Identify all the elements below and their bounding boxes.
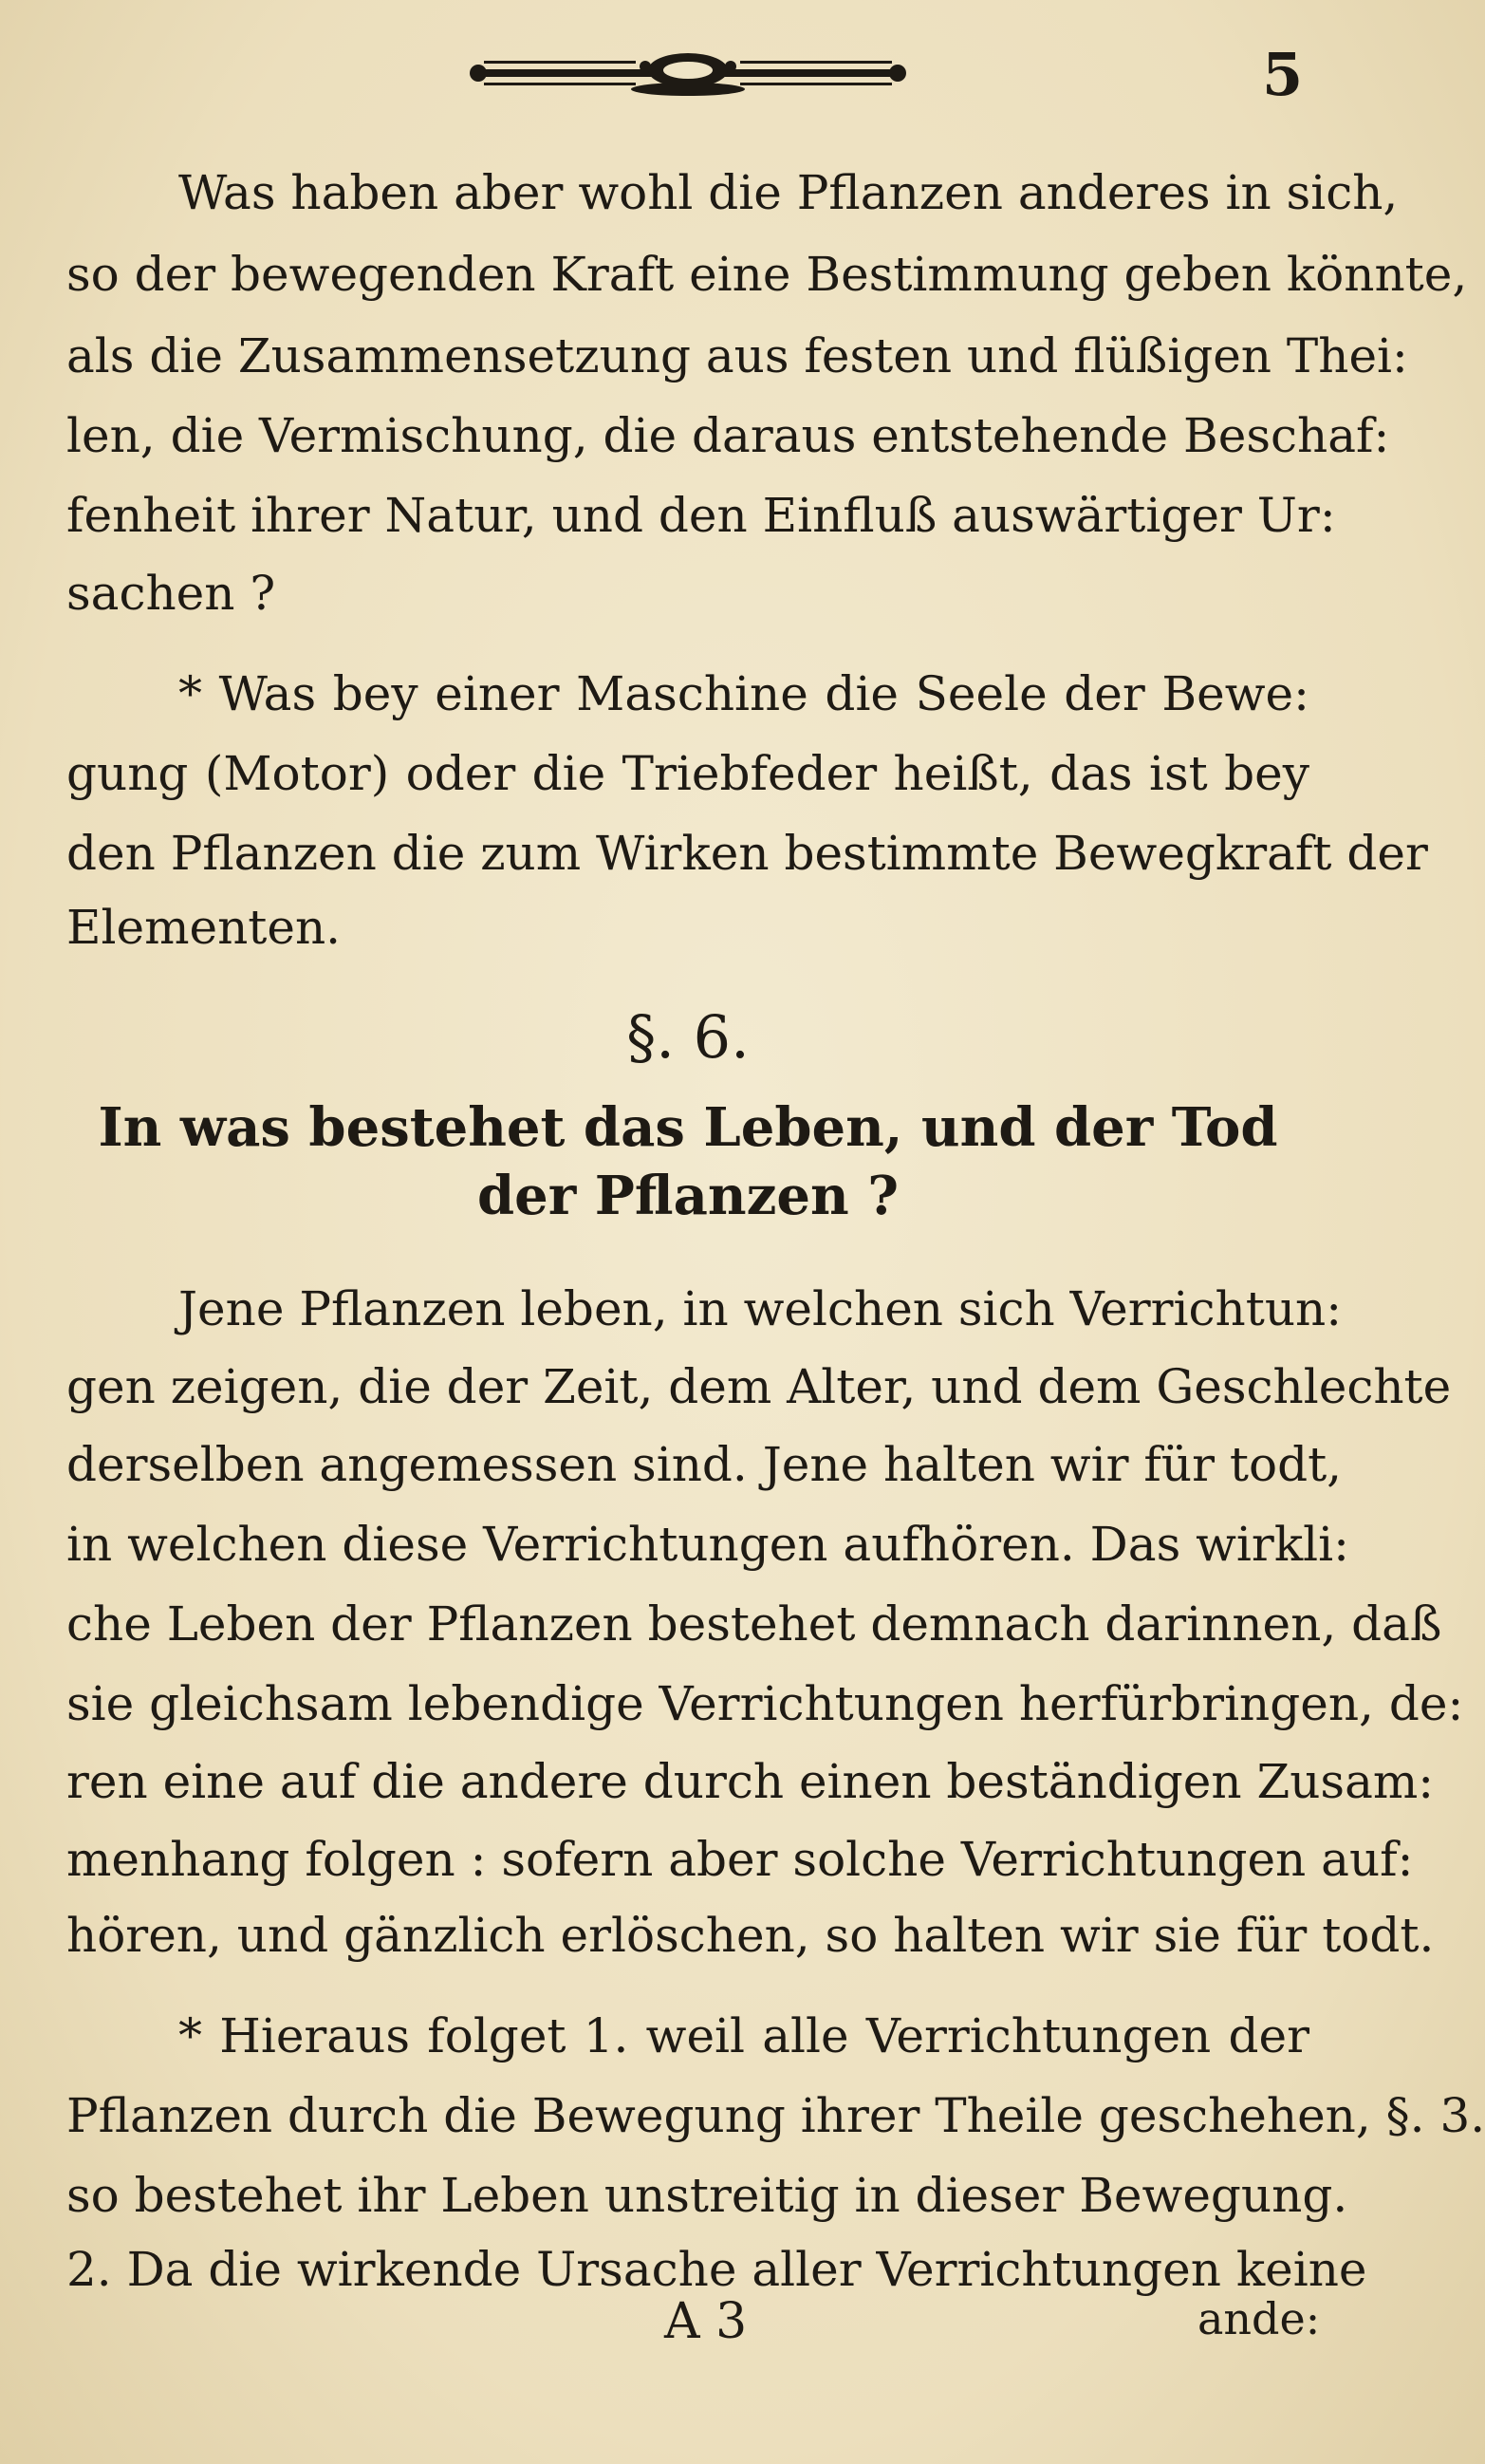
section-title: In was bestehet das Leben, und der Tod	[98, 1096, 1278, 1159]
note-line: so bestehet ihr Leben unstreitig in dieser Bewegung.	[66, 2168, 1348, 2223]
ornament-icon	[465, 49, 911, 97]
note-line: * Was bey einer Maschine die Seele der Bewe:	[178, 666, 1309, 721]
section-title: der Pflanzen ?	[476, 1165, 900, 1227]
page-number: 5	[1262, 40, 1304, 109]
text-line: derselben angemessen sind. Jene halten wir für todt,	[66, 1437, 1343, 1492]
note-line: 2. Da die wirkende Ursache aller Verrichtungen keine	[66, 2242, 1367, 2297]
text-line: Was haben aber wohl die Pflanzen anderes in sich,	[178, 165, 1399, 220]
text-line: in welchen diese Verrichtungen aufhören. Das wirkli:	[66, 1517, 1349, 1572]
text-line: so der bewegenden Kraft eine Bestimmung geben könnte,	[66, 247, 1468, 302]
note-line: Elementen.	[66, 900, 342, 955]
text-line: sie gleichsam lebendige Verrichtungen herfürbringen, de:	[66, 1676, 1464, 1731]
text-line: fenheit ihrer Natur, und den Einfluß auswärtiger Ur:	[66, 488, 1336, 543]
note-line: gung (Motor) oder die Triebfeder heißt, das ist bey	[66, 746, 1309, 801]
text-line: che Leben der Pflanzen bestehet demnach darinnen, daß	[66, 1596, 1442, 1652]
signature-mark: A 3	[664, 2293, 748, 2350]
text-line: sachen ?	[66, 566, 276, 621]
section-number: §. 6.	[626, 1002, 750, 1072]
text-line: len, die Vermischung, die daraus entstehende Beschaf:	[66, 408, 1390, 463]
text-line: als die Zusammensetzung aus festen und flüßigen Thei:	[66, 328, 1408, 383]
text-line: hören, und gänzlich erlöschen, so halten wir sie für todt.	[66, 1908, 1435, 1963]
text-line: Jene Pflanzen leben, in welchen sich Verrichtun:	[178, 1281, 1343, 1336]
note-line: Pflanzen durch die Bewegung ihrer Theile geschehen, §. 3.	[66, 2088, 1485, 2143]
text-line: gen zeigen, die der Zeit, dem Alter, und dem Geschlechte	[66, 1359, 1452, 1414]
text-line: ren eine auf die andere durch einen beständigen Zusam:	[66, 1754, 1435, 1809]
note-line: * Hieraus folget 1. weil alle Verrichtungen der	[178, 2008, 1309, 2063]
catchword: ande:	[1197, 2293, 1321, 2344]
note-line: den Pflanzen die zum Wirken bestimmte Bewegkraft der	[66, 826, 1428, 881]
text-line: menhang folgen : sofern aber solche Verrichtungen auf:	[66, 1832, 1414, 1887]
